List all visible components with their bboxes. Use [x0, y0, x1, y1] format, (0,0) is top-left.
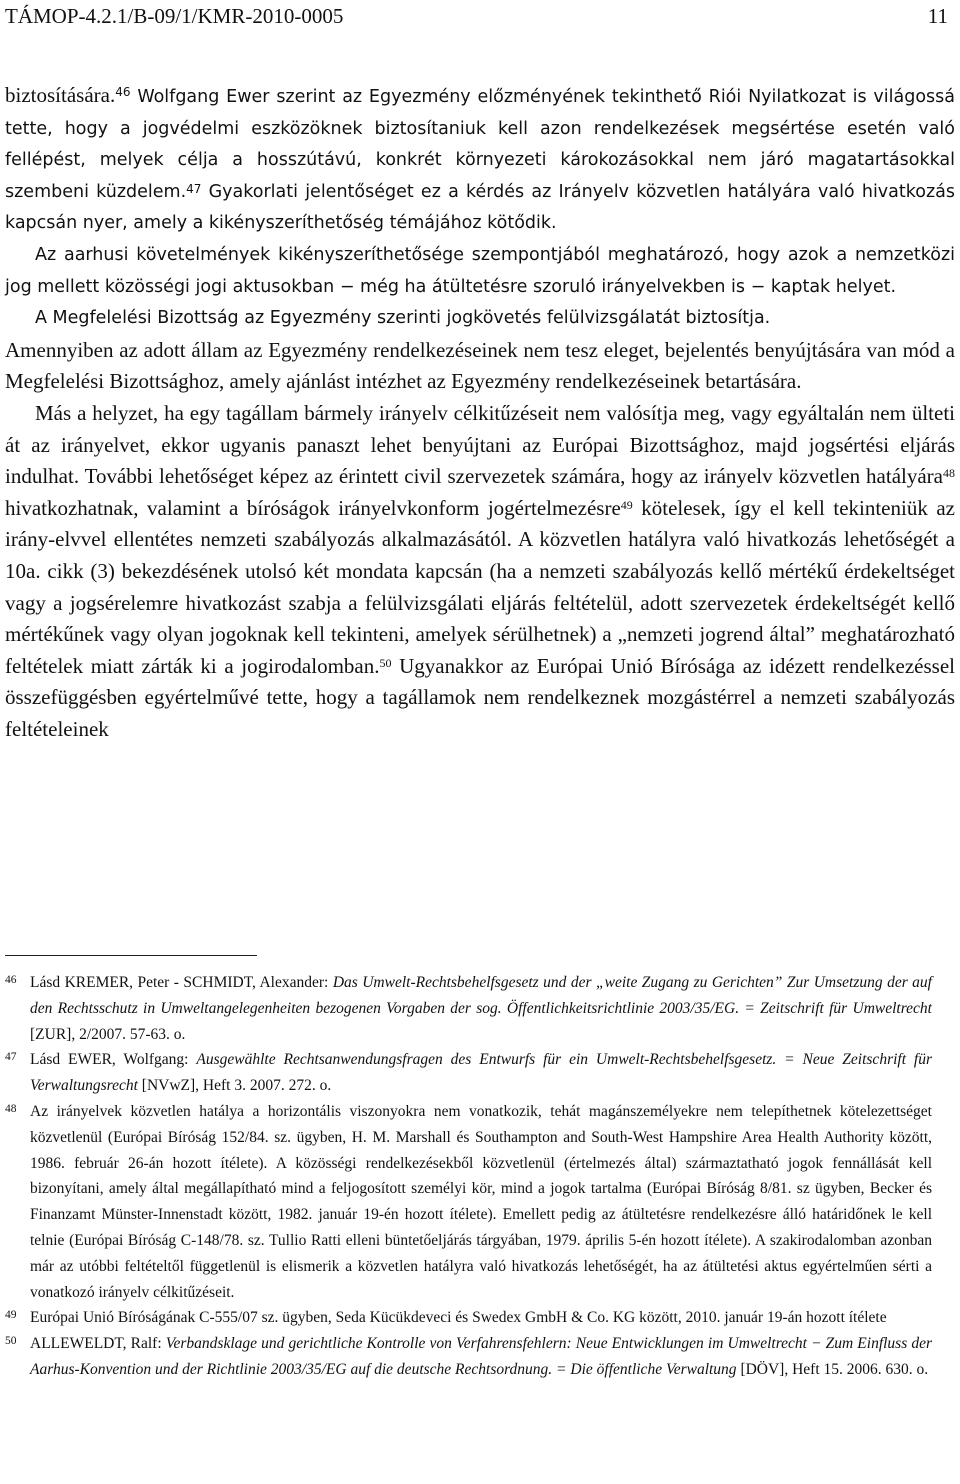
footnote-49: 49 Európai Unió Bíróságának C-555/07 sz. ügyben, Seda Kücükdeveci és Swedex GmbH & Co. KG között, 2010. január 19-án hozott ítélete: [5, 1309, 887, 1327]
page-number: 11: [927, 4, 948, 28]
page-header: [5, 4, 948, 34]
footnote-46: 46 Lásd KREMER, Peter - SCHMIDT, Alexander: Das Umwelt-Rechtsbehelfsgesetz und der „weite Zugang zu Gerichten” Zur Umsetzung der auf den Rechtsschutz in Umweltangelegenheiten bezogenen Vorgaben der sog. Öffentlichkeitsrichtlinie 2003/35/EG. = Zeitschrift für Umweltrecht [ZUR], 2/2007. 57-63. o.: [5, 974, 932, 1043]
footnote-ref-50[interactable]: 50: [379, 655, 392, 670]
footnotes: [5, 970, 932, 1383]
footnote-47: 47 Lásd EWER, Wolfgang: Ausgewählte Rechtsanwendungsfragen des Entwurfs für ein Umwelt-Rechtsbehelfsgesetz. = Neue Zeitschrift für Verwaltungsrecht [NVwZ], Heft 3. 2007. 272. o.: [5, 1051, 933, 1095]
footnote-ref-46[interactable]: 46: [115, 85, 131, 99]
footnote-ref-47[interactable]: 47: [186, 181, 202, 196]
footnote-50: 50 ALLEWELDT, Ralf: Verbandsklage und gerichtliche Kontrolle von Verfahrensfehlern: Neue Entwicklungen im Umweltrecht − Zum Einfluss der Aarhus-Konvention und der Richtlinie 2003/35/EG auf die deutsche Rechtsordnung. = Die öffentliche Verwaltung [DÖV], Heft 15. 2006. 630. o.: [5, 1335, 933, 1378]
footnote-ref-49[interactable]: 49: [620, 497, 633, 512]
footnote-48: 48 Az irányelvek közvetlen hatálya a horizontális viszonyokra nem vonatkozik, tehát magánszemélyekre nem telepíthetnek kötelezettséget közvetlenül (Európai Bíróság 152/84. sz. ügyben, H. M. Marshall és Southampton and South-West Hampshire Area Health Authority között, 1986. február 26-án hozott ítélete). A közösségi rendelkezésekből közvetlenül (értelmezés által) származtatható jogok fennállását kell bizonyítani, amely által megállapítható mind a feljogosított személyi kör, mind a jogok tartalma (Európai Bíróság 8/81. sz ügyben, Becker és Finanzamt Münster-Innenstadt között, 1982. január 19-én hozott ítélete). Emellett pedig az átültetésre rendelkezésre álló határidőnek le kell telnie (Európai Bíróság C-148/78. sz. Tullio Ratti elleni büntetőeljárás tárgyában, 1979. április 5-én hozott ítélete). A szakirodalomban azonban már az utóbbi feltételtől függetlenül is elismerik a közvetlen hatályra való hivatkozás lehetőségét, ha az átültetési aktus egyértelműen sérti a vonatkozó irányelv célkitűzéseit.: [5, 1102, 932, 1301]
paragraph-5: Más a helyzet, ha egy tagállam bármely irányelv célkitűzéseit nem valósítja meg, vagy egyáltalán nem ülteti át az irányelvet, ekkor ugyanis panaszt lehet benyújtani az Európai Bizottsághoz, majd jogsértési eljárás indulhat. További lehetőséget képez az érintett civil szervezetek számára, hogy az irányelv közvetlen hatályára$^{48}$ hivatkozhatnak, valamint a bíróságok irányelvkonform jogértelmezésre$^{49}$ kötelesek, így el kell tekinteniük az irány-elvvel ellentétes nemzeti szabályozás alkalmazásától. A közvetlen hatályra való hivatkozás lehetőségét a 10a. cikk (3) bekezdésének utolsó két mondata kapcsán (ha a nemzeti szabályozás kellő mértékű érdekeltséget vagy a jogsérelemre hivatkozást szabja a felülvizsgálati eljárás feltételül, adott szervezetek érdekeltségét kellő mértékűnek vagy olyan jogoknak kell tekinteni, amelyek sérülhetnek) a „nemzeti jogrend által” meghatározható feltételek miatt zárták ki a jogirodalomban.$^{50}$ Ugyanakkor az Európai Unió Bírósága az idézett rendelkezéssel összefüggésben egyértelművé tette, hogy a tagállamok nem rendelkeznek mozgástérrel a nemzeti szabályozás feltételeinek: [5, 400, 955, 741]
main-text: [5, 80, 955, 745]
footnote-ref-48[interactable]: 48: [943, 466, 955, 481]
paragraph-4: Amennyiben az adott állam az Egyezmény rendelkezéseinek nem tesz eleget, bejelentés benyújtására van mód a Megfelelési Bizottsághoz, amely ajánlást intézhet az Egyezmény rendelkezéseinek betartására.: [5, 337, 955, 394]
paragraph-3: A Megfelelési Bizottság az Egyezmény szerinti jogkövetés felülvizsgálatát biztosítja.: [35, 308, 771, 329]
footnote-separator: [5, 955, 257, 956]
project-code: TÁMOP-4.2.1/B-09/1/KMR-2010-0005: [5, 4, 344, 28]
paragraph-2: Az aarhusi követelmények kikényszeríthetősége szempontjából meghatározó, hogy azok a nemzetközi jog mellett közösségi jogi aktusokban − még ha átültetésre szoruló irányelvekben is − kaptak helyet.: [5, 244, 955, 297]
paragraph-1: biztosítására.$^{46}$ Wolfgang Ewer szerint az Egyezmény előzményének tekinthető Riói Nyilatkozat is világossá tette, hogy a jogvédelmi eszközöknek biztosítaniuk kell azon rendelkezések megsértése esetén való fellépést, melyek célja a hosszútávú, konkrét környezeti károkozásokkal nem járó magatartásokkal szembeni küzdelem.$^{47}$ Gyakorlati jelentőséget ez a kérdés az Irányelv közvetlen hatályára való hivatkozás kapcsán nyer, amely a kikényszeríthetőség témájához kötődik.: [5, 83, 955, 234]
